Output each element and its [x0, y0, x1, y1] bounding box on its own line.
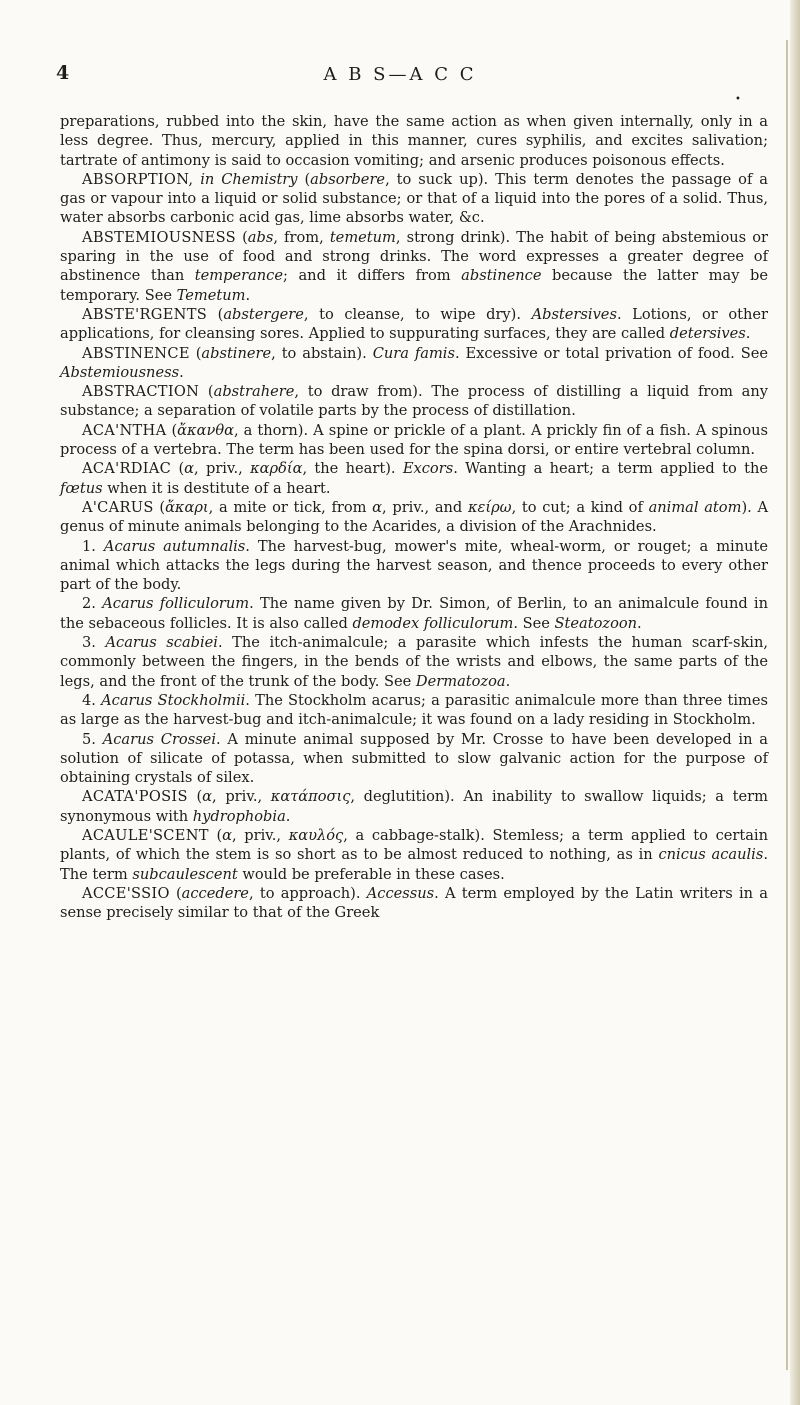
entry-continuation: preparations, rubbed into the skin, have the same action as when given internally, only in a less degree. Thus, mercury, applied in this manner, cures syphilis, and excites salivation; tartrate of antimony is said to occasion vomiting; and arsenic produces poisonous effects. — [60, 113, 768, 169]
headword: A'CARUS — [82, 498, 154, 516]
headword: ABSTE'RGENTS — [82, 305, 208, 323]
entry-abstemiousness: ABSTEMIOUSNESS (abs, from, temetum, strong drink). The habit of being abstemious or sparing in the use of food and strong drinks. The word expresses a greater degree of abstinence than temperance; and it differs from abstinence because the latter may be temporary. See Temetum. — [60, 228, 768, 304]
entry-acantha: ACA'NTHA (ἄκανθα, a thorn). A spine or prickle of a plant. A prickly fin of a fish. A spinous process of a vertebra. The term has been used for the spina dorsi, or entire vertebral column. — [60, 421, 768, 459]
entry-acarus-stockholmii: 4. Acarus Stockholmii. The Stockholm acarus; a parasitic animalcule more than three times as large as the harvest-bug and itch-animalcule; it was found on a lady residing in Stockholm. — [60, 691, 768, 729]
headword: ACATA'POSIS — [82, 788, 188, 806]
headword: ACA'RDIAC — [82, 460, 172, 478]
entry-abstergents: ABSTE'RGENTS (abstergere, to cleanse, to wipe dry). Abstersives. Lotions, or other applications, for cleansing sores. Applied to suppurating surfaces, they are called detersives. — [60, 305, 768, 343]
headword: ABSORPTION, — [82, 170, 194, 188]
entry-acarus: A'CARUS (ἄκαρι, a mite or tick, from α, priv., and κείρω, to cut; a kind of animal atom). A genus of minute animals belonging to the Acarides, a division of the Arachnides. — [60, 498, 769, 536]
running-head: A B S—A C C — [323, 64, 477, 85]
headword: ABSTEMIOUSNESS — [82, 228, 236, 246]
binding-line — [786, 40, 788, 1370]
entry-acataposis: ACATA'POSIS (α, priv., κατάποσις, deglutition). An inability to swallow liquids; a term synonymous with hydrophobia. — [60, 788, 768, 825]
entry-acarus-autumnalis: 1. Acarus autumnalis. The harvest-bug, mower's mite, wheal-worm, or rouget; a minute animal which attacks the legs during the harvest season, and thence proceeds to every other part of the body. — [60, 537, 768, 594]
entry-acarus-folliculorum: 2. Acarus folliculorum. The name given by Dr. Simon, of Berlin, to an animalcule found in the sebaceous follicles. It is also called demodex folliculorum. See Steatozoon. — [60, 595, 768, 632]
entry-acaulescent: ACAULE'SCENT (α, priv., καυλός, a cabbage-stalk). Stemless; a term applied to certain plants, of which the stem is so short as to be almost reduced to nothing, as in cnicus acaulis. The term subcaulescent would be preferable in these cases. — [60, 826, 768, 883]
entry-accessio: ACCE'SSIO (accedere, to approach). Accessus. A term employed by the Latin writers in a sense precisely similar to that of the Greek — [60, 884, 768, 922]
headword: ABSTRACTION — [82, 383, 200, 401]
headword: ACAULE'SCENT — [82, 826, 209, 844]
page-edge — [790, 0, 800, 1405]
entry-acarus-crossei: 5. Acarus Crossei. A minute animal supposed by Mr. Crosse to have been developed in a solution of silicate of potassa, when submitted to slow galvanic action for the purpose of obtaining crystals of silex. — [60, 730, 768, 787]
entry-absorption: ABSORPTION, in Chemistry (absorbere, to suck up). This term denotes the passage of a gas or vapour into a liquid or solid substance; or that of a liquid into the pores of a solid. Thus, water absorbs carbonic acid gas, lime absorbs water, &c. — [60, 170, 768, 227]
entry-abstinence: ABSTINENCE (abstinere, to abstain). Cura famis. Excessive or total privation of food. See Abstemiousness. — [60, 344, 768, 381]
headword: ACCE'SSIO — [82, 884, 170, 902]
dictionary-text — [60, 112, 768, 922]
entry-acardiac: ACA'RDIAC (α, priv., καρδία, the heart). Excors. Wanting a heart; a term applied to the fœtus when it is destitute of a heart. — [60, 460, 768, 497]
headword: ACA'NTHA — [82, 421, 167, 439]
page-number: 4 — [56, 62, 70, 84]
headword: ABSTINENCE — [82, 344, 190, 362]
entry-abstraction: ABSTRACTION (abstrahere, to draw from). The process of distilling a liquid from any substance; a separation of volatile parts by the process of distillation. — [60, 383, 768, 420]
entry-acarus-scabiei: 3. Acarus scabiei. The itch-animalcule; a parasite which infests the human scarf-skin, commonly between the fingers, in the bends of the wrists and elbows, the same parts of the legs, and the front of the trunk of the body. See Dermatozoa. — [60, 634, 769, 690]
bullet-mark: • — [735, 94, 741, 105]
